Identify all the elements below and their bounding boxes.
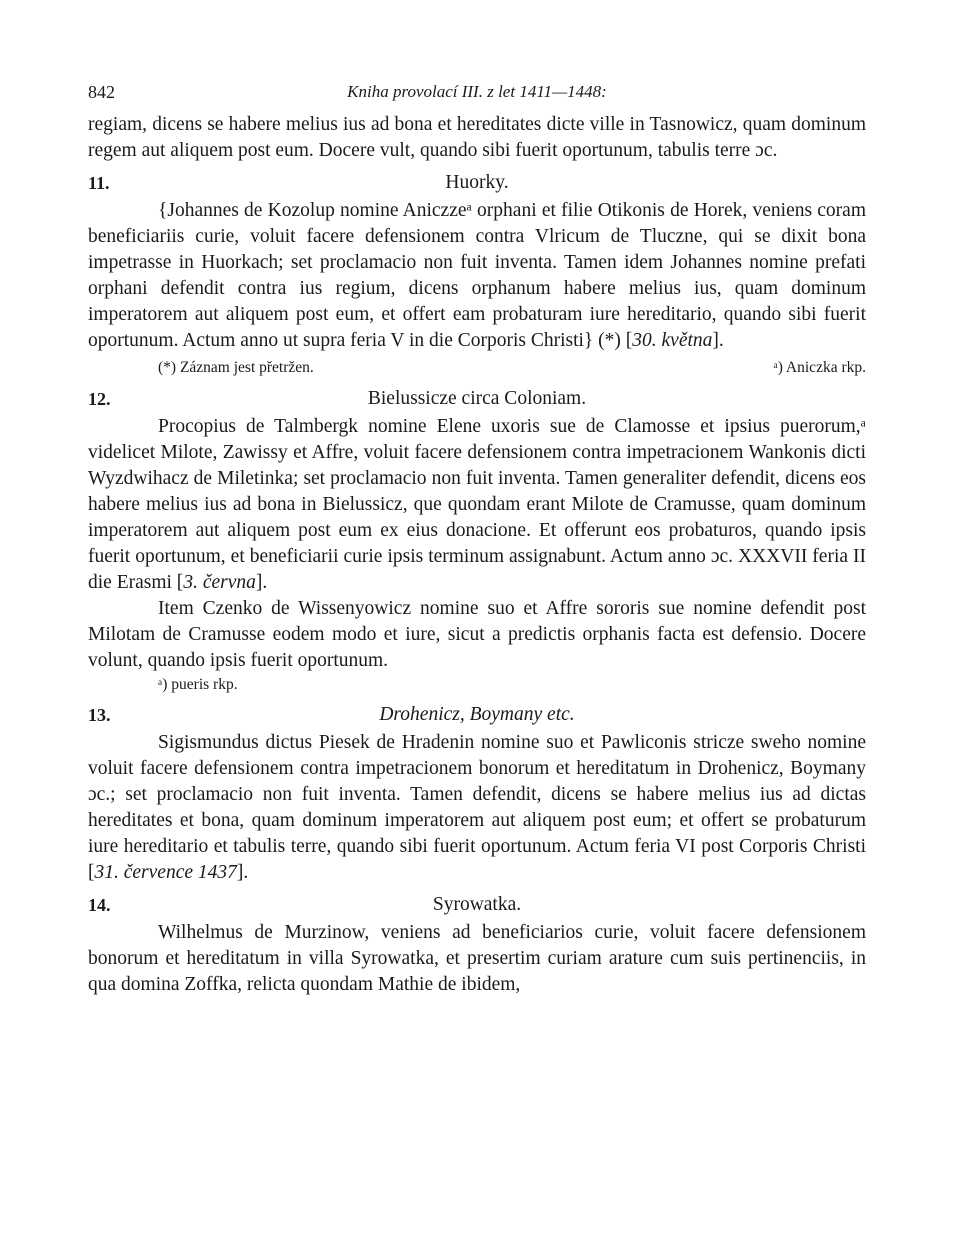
- page-number: 842: [88, 82, 115, 102]
- entry-text: Procopius de Talmbergk nomine Elene uxoris sue de Clamosse et ipsius puerorum,ᵃ videlicet Milote, Zawissy et Affre, voluit facere defensionem contra impetracionem Wankonis dicti Wyzdwihacz de Miletinka; set proclamacio non fuit inventa. Tamen generaliter defendit, dicens eos habere melius ius ad bona in Bielussicz, que quondam erant Milote de Cramusse, quam dominum imperatorem aut aliquem post eum ex eius donacione. Et offerunt eos probaturos, quando ipsis fuerit oportunum, et beneficiarii curie ipsis terminum assignabunt. Actum anno ɔc. XXXVII feria II die Erasmi [: [88, 416, 866, 593]
- section-11-text: [88, 198, 866, 354]
- section-title: Drohenicz, Boymany etc.: [379, 704, 575, 725]
- section-number: 12.: [88, 389, 111, 409]
- document-page: [88, 82, 866, 998]
- section-12-text-continued: Item Czenko de Wissenyowicz nomine suo et Affre sororis sue nomine defendit post Milotam de Cramusse eodem modo et iure, sicut a predictis orphanis facta est defensio. Docere volunt, quando ipsis fuerit oportunum.: [88, 598, 866, 671]
- entry-date: 31. července 1437: [94, 862, 237, 883]
- entry-date: 30. května: [632, 330, 713, 351]
- section-14-text: Wilhelmus de Murzinow, veniens ad beneficiarios curie, voluit facere defensionem bonorum et hereditatum in villa Syrowatka, et presertim curiam arature cum suis pertinenciis, in qua domina Zoffka, relicta quondam Mathie de ibidem,: [88, 922, 866, 995]
- footnote-star: (*) Záznam jest přetržen.: [158, 359, 314, 376]
- entry-close: ].: [236, 862, 249, 883]
- section-12-heading: [88, 384, 866, 414]
- section-13-heading: [88, 700, 866, 730]
- entry-text: Sigismundus dictus Piesek de Hradenin nomine suo et Pawliconis stricze sweho nomine voluit facere defensionem contra impetracionem bonorum et hereditatum in Drohenicz, Boymany ɔc.; set proclamacio non fuit inventa. Tamen defendit, dicens se habere melius ius ad dictas hereditates et bona, quam dominum imperatorem aut aliquem post eum; et offert se probaturum iure hereditario et tabulis terre, quando sibi fuerit oportunum. Actum feria VI post Corporis Christi [: [88, 732, 866, 883]
- entry-close: ].: [712, 330, 724, 351]
- entry-date: 3. června: [183, 572, 256, 593]
- footnote-a: ᵃ) Aniczka rkp.: [773, 359, 866, 376]
- running-head: Kniha provolací III. z let 1411—1448:: [347, 82, 607, 101]
- section-13-text: [88, 730, 866, 886]
- section-11-footnotes: [88, 356, 866, 380]
- page-header: [88, 82, 866, 112]
- entry-text: {Johannes de Kozolup nomine Aniczzeᵃ orphani et filie Otikonis de Horek, veniens coram beneficiariis curie, voluit facere defensionem contra Vlricum de Tluczne, qui se dixit bona impetrasse in Huorkach; set proclamacio non fuit inventa. Tamen idem Johannes nomine prefati orphani defendit contra ius regium, dicens orphanum habere melius ius, quam dominum imperatorem aut aliquem post eum, et offert eam probaturam iure hereditario, quando sibi fuerit oportunum. Actum anno ut supra feria V in die Corporis Christi} (*) [: [88, 200, 866, 351]
- section-title: Syrowatka.: [432, 894, 522, 915]
- section-title: Bielussicze circa Coloniam.: [367, 388, 587, 409]
- section-14-heading: [88, 890, 866, 920]
- entry-close: ].: [255, 572, 268, 593]
- intro-paragraph: regiam, dicens se habere melius ius ad bona et hereditates dicte ville in Tasnowicz, quam dominum regem aut aliquem post eum. Docere vult, quando sibi fuerit oportunum, tabulis terre ɔc.: [88, 114, 866, 161]
- section-12-text: [88, 414, 866, 596]
- section-11-heading: [88, 168, 866, 198]
- section-number: 13.: [88, 705, 111, 725]
- section-number: 11.: [88, 173, 110, 193]
- section-number: 14.: [88, 895, 111, 915]
- section-title: Huorky.: [445, 172, 509, 193]
- footnote-a: ᵃ) pueris rkp.: [158, 676, 238, 693]
